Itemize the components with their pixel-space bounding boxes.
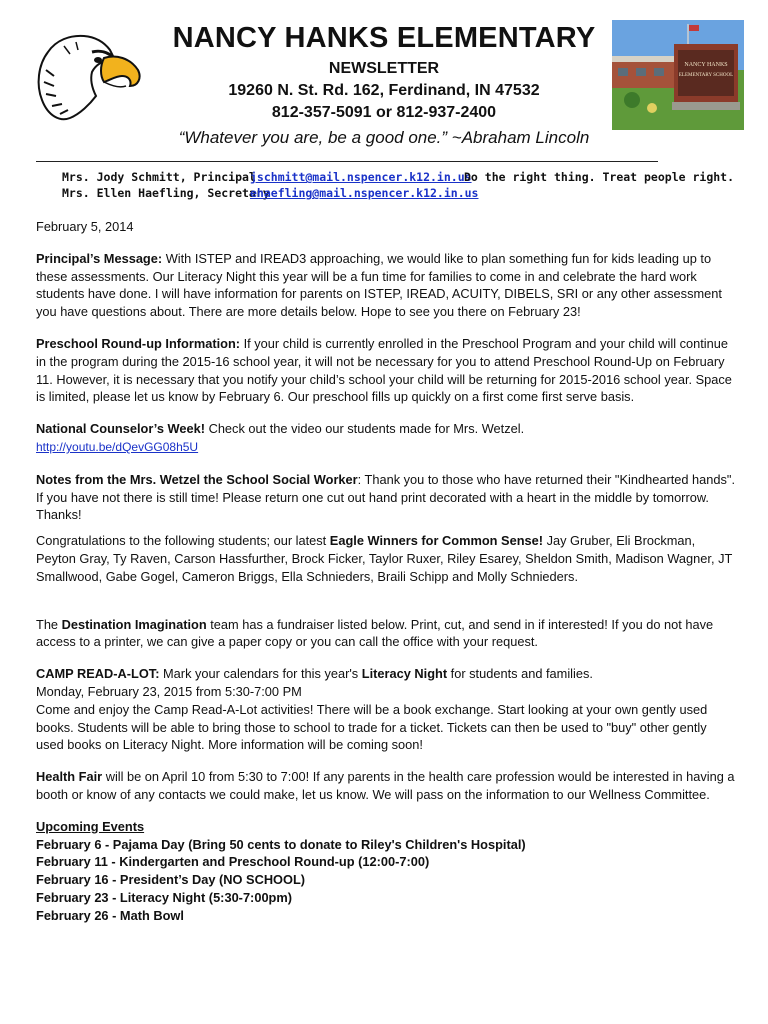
school-phones: 812-357-5091 or 812-937-2400 [271, 104, 497, 121]
section-heading: Eagle Winners for Common Sense! [329, 533, 544, 549]
section-heading: Preschool Round-up Information: [36, 335, 241, 351]
section-heading: Principal’s Message: [36, 250, 163, 266]
counselor-week: National Counselor’s Week! Check out the video our students made for Mrs. Wetzel. [36, 421, 525, 437]
section-heading: Notes from the Mrs. Wetzel the School Social Worker [36, 471, 358, 487]
principal-message: Principal’s Message: With ISTEP and IREAD3 approaching, we would like to plan something fun for kids leading up to these assessments. Our Literacy Night this year will be a fun time for families to come in and celebrate the hard work students have done. I will have information for parents on ISTEP, IREAD, ACUITY, DIBELS, SRI or any other assessment you have questions about. There are more details below. Hope to see you there on February 23! [36, 250, 722, 320]
event-item: February 6 - Pajama Day (Bring 50 cents to donate to Riley's Children's Hospital) [36, 836, 526, 852]
social-worker-notes: Notes from the Mrs. Wetzel the School Social Worker: Thank you to those who have returned their "Kindhearted hands". If you have not there is still time! Please return one cut out hand print decorated with a heart in the middle by tomorrow. Thanks! [36, 471, 736, 523]
school-sign-text: NANCY HANKS [684, 62, 728, 68]
camp-read-a-lot: CAMP READ-A-LOT: Mark your calendars for this year's Literacy Night for students and families. [36, 666, 593, 682]
section-heading: CAMP READ-A-LOT: [36, 666, 160, 682]
principal-name: Mrs. Jody Schmitt, Principal [62, 170, 256, 184]
secretary-name: Mrs. Ellen Haefling, Secretary [62, 186, 270, 200]
newsletter-header [0, 0, 768, 160]
school-address: 19260 N. St. Rd. 162, Ferdinand, IN 47532 [228, 82, 540, 99]
section-heading: Health Fair [36, 769, 103, 785]
camp-details: Come and enjoy the Camp Read-A-Lot activities! There will be a book exchange. Start looking at your own gently used books. Students will be able to bring those to school to trade for a ticket. Tickets can then be used to "buy" other gently used books on Literacy Night. More information will be coming soon! [36, 701, 708, 753]
camp-date: Monday, February 23, 2015 from 5:30-7:00 PM [36, 683, 302, 699]
eagle-winners: Congratulations to the following students; our latest Eagle Winners for Common Sense! Jay Gruber, Eli Brockman, Peyton Gray, Ty Raven, Carson Hassfurther, Brock Ficker, Taylor Ruxer, Riley Esarey, Sheldon Smith, Madison Wagner, JT Smallwood, Gabe Gogel, Cameron Briggs, Ella Schnieders, Braili Schipp and Molly Schnieders. [36, 533, 733, 584]
school-sign-text: ELEMENTARY SCHOOL [678, 73, 734, 78]
newsletter-label: NEWSLETTER [328, 60, 440, 77]
newsletter-body [36, 218, 736, 925]
event-item: February 11 - Kindergarten and Preschool Round-up (12:00-7:00) [36, 854, 430, 870]
newsletter-date: February 5, 2014 [36, 219, 134, 234]
section-heading: National Counselor’s Week! [36, 421, 206, 437]
destination-imagination: The Destination Imagination team has a fundraiser listed below. Print, cut, and send in if interested! If you do not have access to a printer, we can give a paper copy or you can call the office with your request. [36, 616, 714, 650]
event-item: February 23 - Literacy Night (5:30-7:00pm) [36, 889, 293, 905]
lincoln-quote: “Whatever you are, be a good one.” ~Abraham Lincoln [178, 128, 590, 147]
secretary-email-link[interactable]: ehaefling@mail.nspencer.k12.in.us [250, 186, 479, 200]
section-heading: Destination Imagination [61, 616, 207, 632]
school-photo [612, 20, 744, 130]
event-item: February 26 - Math Bowl [36, 907, 184, 923]
school-motto: Do the right thing. Treat people right. [464, 170, 735, 184]
event-item: February 16 - President’s Day (NO SCHOOL) [36, 872, 306, 888]
principal-email-link[interactable]: jschmitt@mail.nspencer.k12.in.us [250, 170, 472, 184]
header-divider [36, 161, 658, 162]
upcoming-events-heading: Upcoming Events [36, 818, 145, 834]
staff-contacts [62, 170, 734, 202]
school-name: NANCY HANKS ELEMENTARY [172, 22, 596, 54]
counselor-video-link[interactable]: http://youtu.be/dQevGG08h5U [36, 439, 199, 454]
preschool-roundup: Preschool Round-up Information: If your child is currently enrolled in the Preschool Program and your child will continue in the program during the 2015-16 school year, it will not be necessary for you to attend Preschool Round-Up on February 11. However, it is necessary that you notify your child’s school your child will be returning for 2015-2016 school year. Space is limited, please let us know by February 6. Our preschool fills up quickly on a first come first serve basis. [36, 335, 732, 405]
health-fair: Health Fair will be on April 10 from 5:30 to 7:00! If any parents in the health care profession would be interested in having a booth or know of any contacts we could make, let us know. We will pass on the information to our Wellness Committee. [36, 769, 735, 802]
